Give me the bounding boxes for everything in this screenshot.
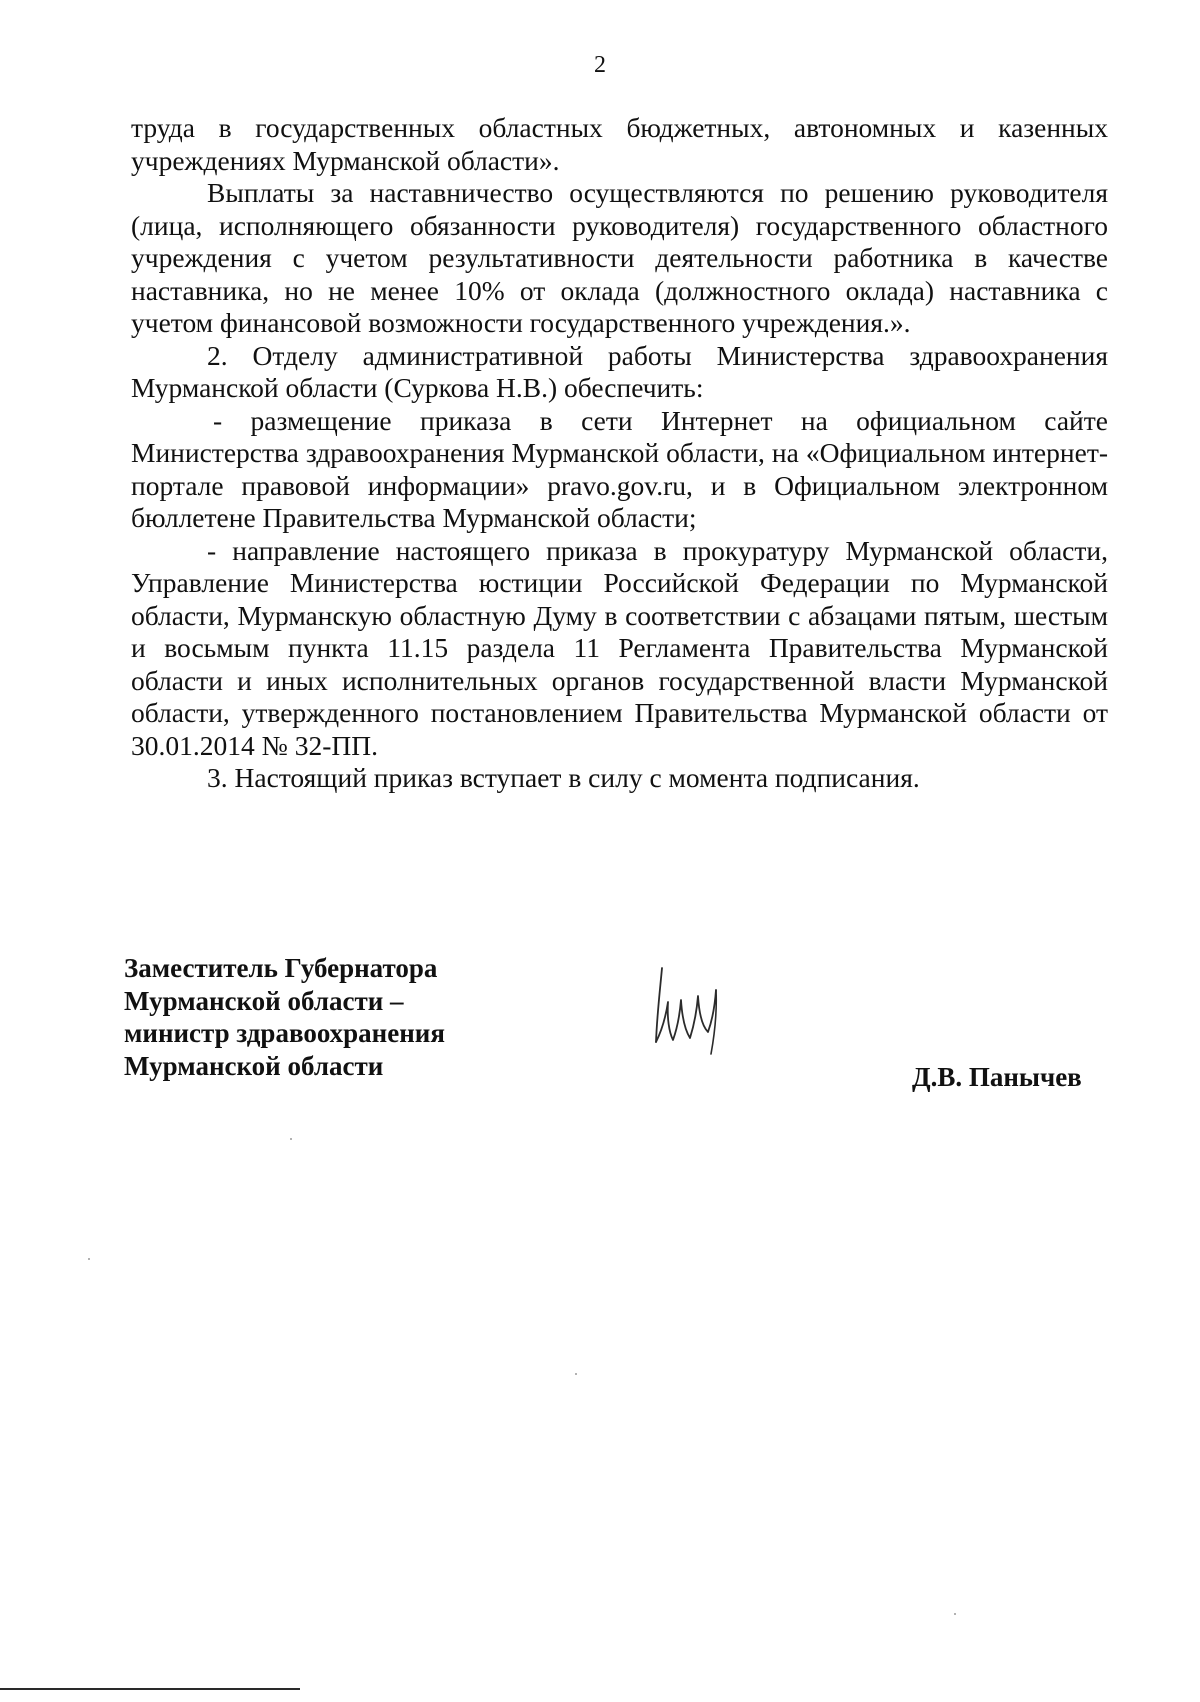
- paragraph-item-2: 2. Отделу административной работы Министерства здравоохранения Мурманской области (Суркова Н.В.) обеспечить:: [131, 339, 1108, 403]
- signatory-title-line: Мурманской области: [124, 1050, 384, 1081]
- scan-edge-line: [0, 1688, 300, 1690]
- signatory-title-line: Мурманской области –: [124, 985, 404, 1016]
- paragraph-item-3: 3. Настоящий приказ вступает в силу с момента подписания.: [207, 762, 920, 793]
- scan-speck: [88, 1258, 90, 1260]
- document-body: [131, 112, 1108, 795]
- handwritten-signature: [640, 960, 740, 1060]
- signatory-title-block: [124, 952, 445, 1082]
- signatory-title-line: министр здравоохранения: [124, 1018, 445, 1048]
- paragraph-continuation: труда в государственных областных бюджетных, автономных и казенных учреждениях Мурманской области».: [131, 112, 1108, 176]
- scan-speck: [575, 1373, 577, 1375]
- paragraph-distribution: - направление настоящего приказа в прокуратуру Мурманской области, Управление Министерства юстиции Российской Федерации по Мурманской области, Мурманскую областную Думу в соответствии с абзацами пятым, шестым и восьмым пункта 11.15 раздела 11 Регламента Правительства Мурманской области и иных исполнительных органов государственной власти Мурманской области, утвержденного постановлением Правительства Мурманской области от 30.01.2014 № 32-ПП.: [131, 534, 1108, 761]
- paragraph-publication: - размещение приказа в сети Интернет на официальном сайте Министерства здравоохранения Мурманской области, на «Официальном интернет-портале правовой информации» pravo.gov.ru, и в Официальном электронном бюллетене Правительства Мурманской области;: [131, 404, 1108, 533]
- page-number: 2: [594, 52, 606, 78]
- signatory-name: Д.В. Панычев: [912, 1062, 1082, 1092]
- scan-speck: [954, 1613, 956, 1615]
- paragraph-mentorship-payments: Выплаты за наставничество осуществляются по решению руководителя (лица, исполняющего обязанности руководителя) государственного областного учреждения с учетом результативности деятельности работника в качестве наставника, но не менее 10% от оклада (должностного оклада) наставника с учетом финансовой возможности государственного учреждения.».: [131, 177, 1108, 338]
- scan-speck: [290, 1138, 292, 1140]
- signatory-title-line: Заместитель Губернатора: [124, 953, 438, 983]
